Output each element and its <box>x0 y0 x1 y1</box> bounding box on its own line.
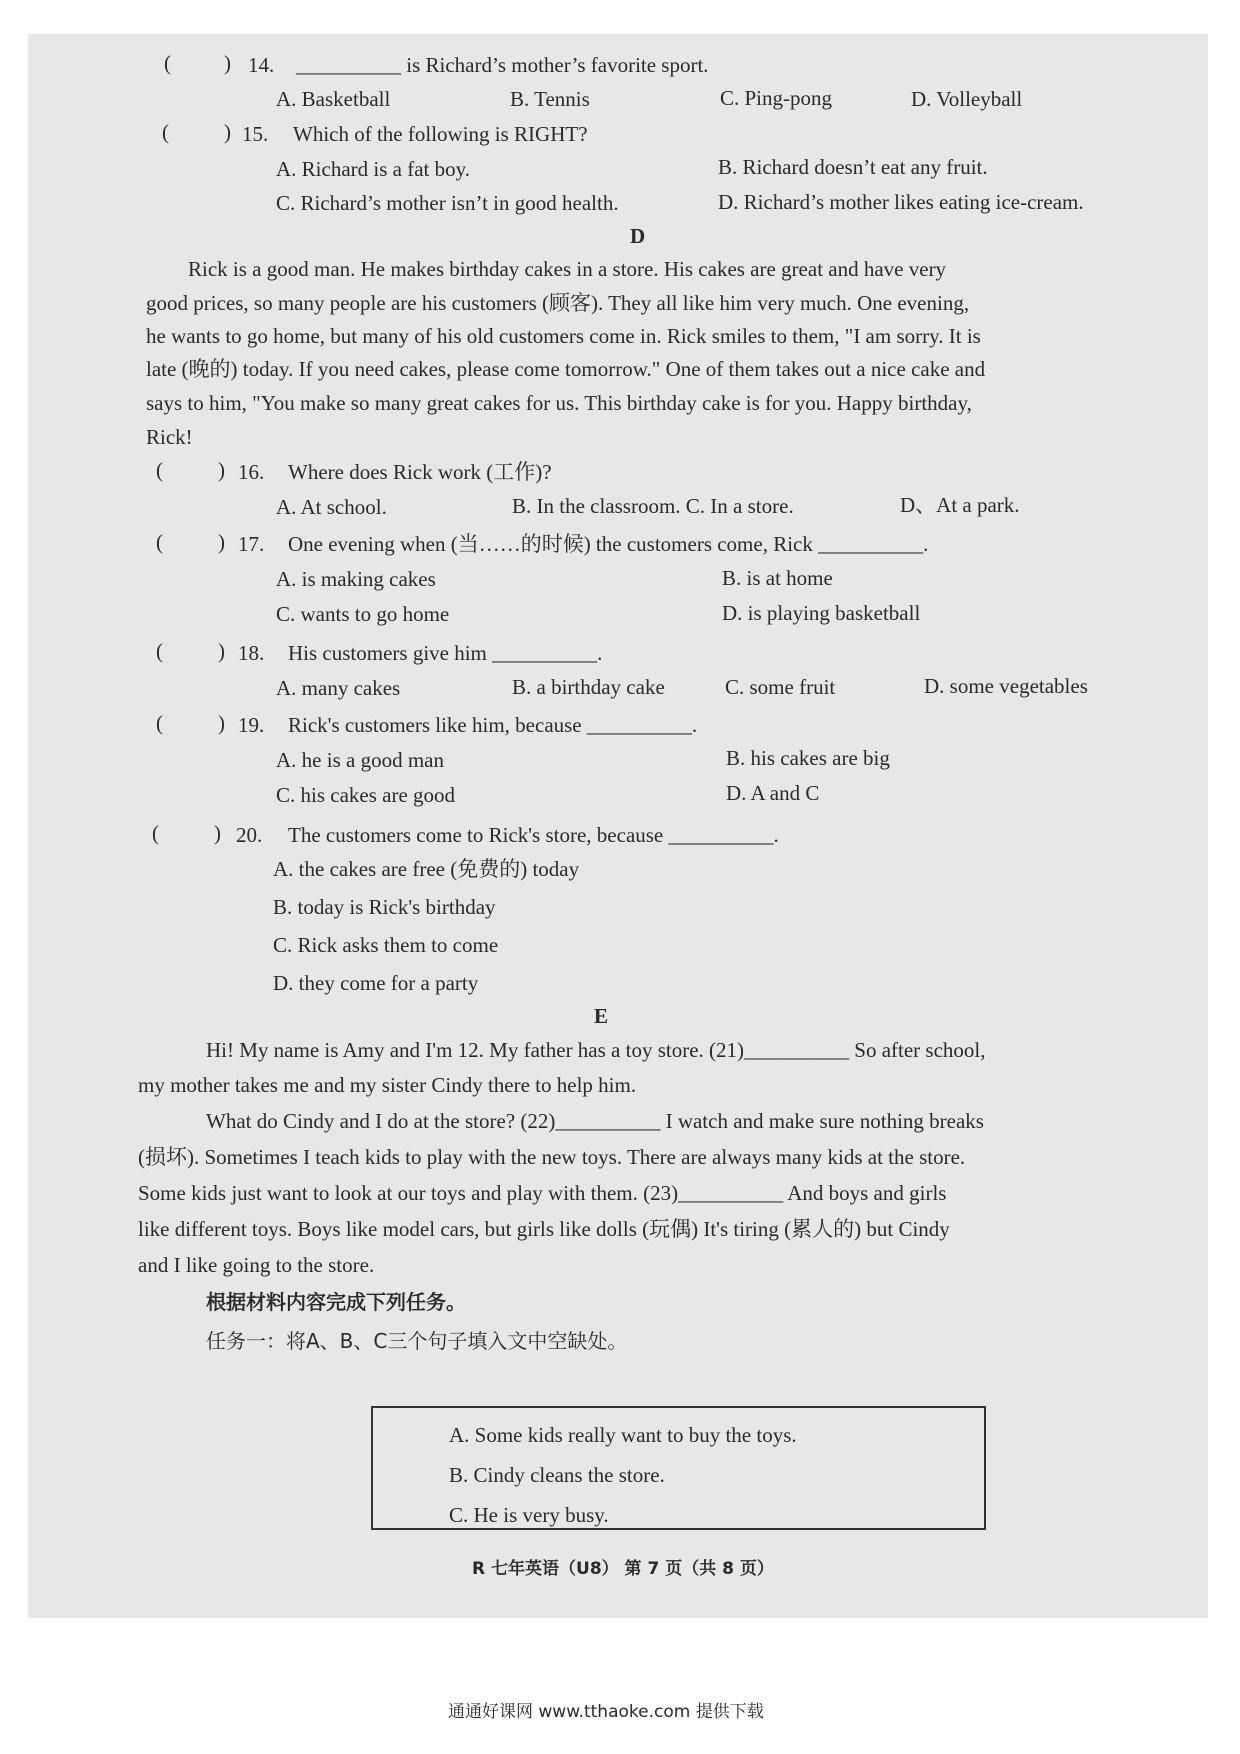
passage-line: Hi! My name is Amy and I'm 12. My father has a toy store. (21)__________ So after school, <box>206 1038 986 1062</box>
answer-paren-open: ( <box>162 120 169 144</box>
question-number: 16. <box>238 460 265 484</box>
option: C. Richard’s mother isn’t in good health. <box>276 191 619 215</box>
option: C. Ping-pong <box>720 86 833 110</box>
option: A. the cakes are free (免费的) today <box>273 857 580 881</box>
answer-paren-close: ) <box>218 458 225 482</box>
passage-line: late (晚的) today. If you need cakes, please come tomorrow." One of them takes out a nice cake and <box>146 357 986 381</box>
option: A. Richard is a fat boy. <box>276 157 471 181</box>
option: A. many cakes <box>276 676 401 700</box>
option: D. Richard’s mother likes eating ice-cream. <box>718 190 1084 214</box>
answer-paren-close: ) <box>218 639 225 663</box>
answer-paren-open: ( <box>156 639 163 663</box>
answer-paren-open: ( <box>156 458 163 482</box>
option: C. Rick asks them to come <box>273 933 499 957</box>
question-number: 20. <box>236 823 263 847</box>
passage-line: like different toys. Boys like model cars, but girls like dolls (玩偶) It's tiring (累人的) but Cindy <box>138 1217 950 1241</box>
passage-line: What do Cindy and I do at the store? (22)__________ I watch and make sure nothing breaks <box>206 1109 984 1133</box>
passage-line: says to him, "You make so many great cakes for us. This birthday cake is for you. Happy birthday, <box>146 391 972 415</box>
option: B. today is Rick's birthday <box>273 895 496 919</box>
sentence-options-box <box>371 1406 986 1530</box>
option: B. Richard doesn’t eat any fruit. <box>718 155 988 179</box>
option: A. Basketball <box>276 87 391 111</box>
question-stem: Which of the following is RIGHT? <box>293 122 588 146</box>
answer-paren-open: ( <box>164 51 171 75</box>
answer-paren-close: ) <box>224 120 231 144</box>
question-stem: The customers come to Rick's store, because __________. <box>288 823 779 847</box>
exam-page <box>28 34 1208 1618</box>
passage-line: Rick! <box>146 425 193 449</box>
option: B. is at home <box>722 566 833 590</box>
box-option: A. Some kids really want to buy the toys. <box>449 1423 797 1447</box>
option: B. Tennis <box>510 87 590 111</box>
passage-line: and I like going to the store. <box>138 1253 375 1277</box>
task-instruction: 任务一：将A、B、C三个句子填入文中空缺处。 <box>206 1329 628 1353</box>
question-stem: __________ is Richard’s mother’s favorite sport. <box>296 53 709 77</box>
answer-paren-close: ) <box>214 821 221 845</box>
option: D. some vegetables <box>924 674 1088 698</box>
option: A. he is a good man <box>276 748 444 772</box>
page-footer: R 七年英语（U8） 第 7 页（共 8 页） <box>472 1559 774 1579</box>
option: D. they come for a party <box>273 971 479 995</box>
passage-line: he wants to go home, but many of his old customers come in. Rick smiles to them, "I am sorry. It is <box>146 324 981 348</box>
question-stem: Where does Rick work (工作)? <box>288 460 552 484</box>
question-number: 17. <box>238 532 265 556</box>
option: D. is playing basketball <box>722 601 921 625</box>
option: B. a birthday cake <box>512 675 665 699</box>
question-number: 19. <box>238 713 265 737</box>
box-option: C. He is very busy. <box>449 1503 609 1527</box>
section-heading: E <box>594 1004 609 1028</box>
answer-paren-open: ( <box>156 711 163 735</box>
option: D. Volleyball <box>911 87 1023 111</box>
answer-paren-close: ) <box>224 51 231 75</box>
box-option: B. Cindy cleans the store. <box>449 1463 665 1487</box>
passage-line: my mother takes me and my sister Cindy there to help him. <box>138 1073 637 1097</box>
passage-line: (损坏). Sometimes I teach kids to play with the new toys. There are always many kids at the store. <box>138 1145 966 1169</box>
answer-paren-close: ) <box>218 711 225 735</box>
question-number: 18. <box>238 641 265 665</box>
answer-paren-open: ( <box>152 821 159 845</box>
option: C. his cakes are good <box>276 783 456 807</box>
option: D. A and C <box>726 781 820 805</box>
option: D、At a park. <box>900 493 1020 517</box>
option: A. At school. <box>276 495 387 519</box>
answer-paren-open: ( <box>156 530 163 554</box>
passage-line: good prices, so many people are his customers (顾客). They all like him very much. One evening, <box>146 291 970 315</box>
instruction-text: 根据材料内容完成下列任务。 <box>206 1290 466 1314</box>
site-footer: 通通好课网 www.tthaoke.com 提供下载 <box>448 1702 764 1722</box>
option: A. is making cakes <box>276 567 436 591</box>
option: B. his cakes are big <box>726 746 890 770</box>
option: B. In the classroom. C. In a store. <box>512 494 794 518</box>
option: C. wants to go home <box>276 602 450 626</box>
question-stem: Rick's customers like him, because __________. <box>288 713 698 737</box>
question-stem: One evening when (当……的时候) the customers come, Rick __________. <box>288 532 929 556</box>
answer-paren-close: ) <box>218 530 225 554</box>
question-number: 14. <box>248 53 275 77</box>
passage-line: Rick is a good man. He makes birthday cakes in a store. His cakes are great and have very <box>188 257 947 281</box>
passage-line: Some kids just want to look at our toys and play with them. (23)__________ And boys and girls <box>138 1181 947 1205</box>
section-heading: D <box>630 224 646 248</box>
option: C. some fruit <box>725 675 836 699</box>
question-number: 15. <box>242 122 269 146</box>
question-stem: His customers give him __________. <box>288 641 603 665</box>
